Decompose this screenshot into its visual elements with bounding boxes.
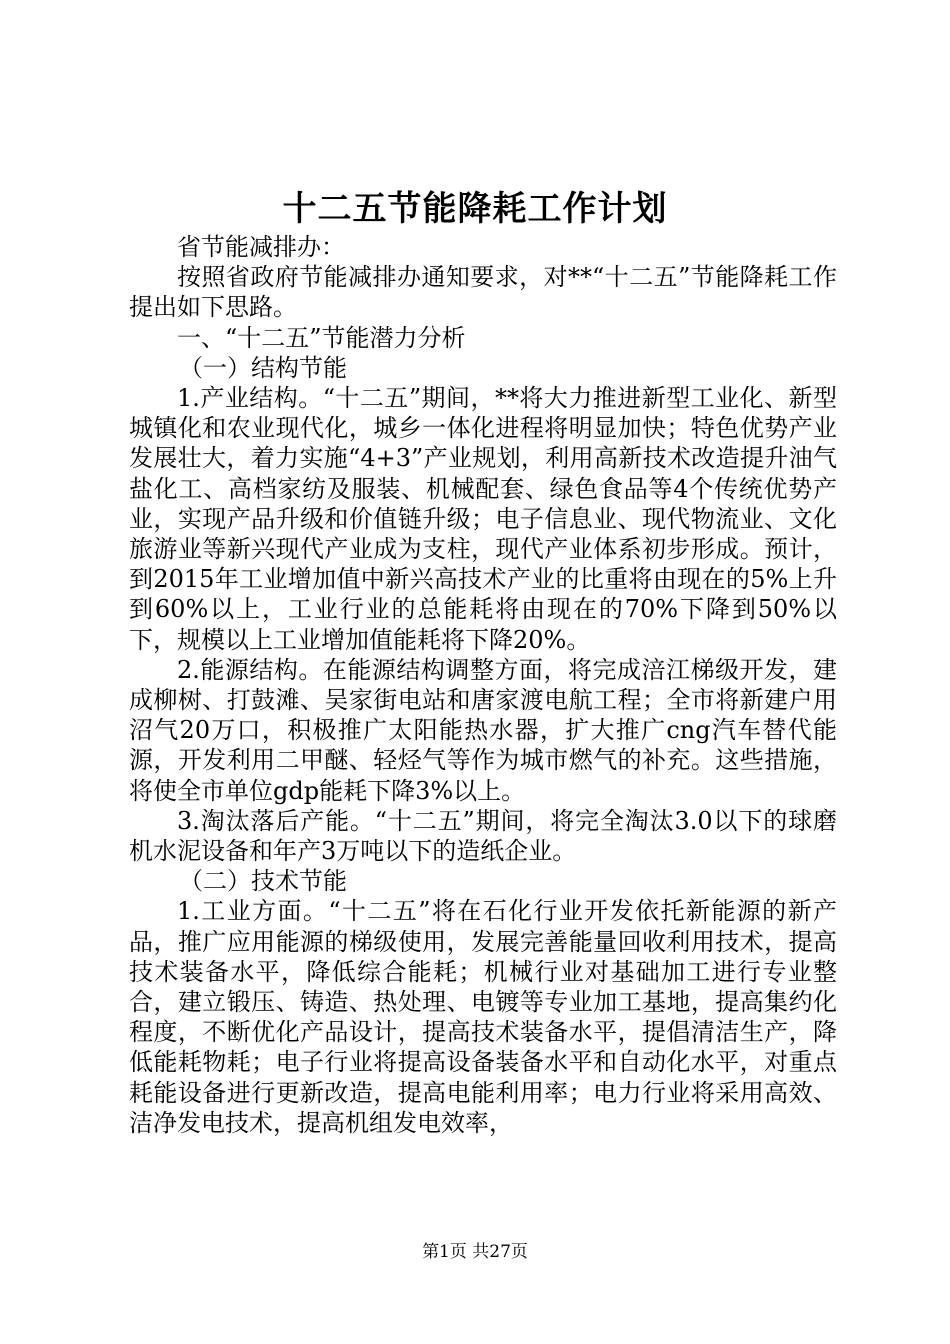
body-paragraph: 3.淘汰落后产能。“十二五”期间，将完全淘汰3.0以下的球磨机水泥设备和年产3万吨以下的造纸企业。 (129, 806, 837, 866)
salutation: 省节能减排办： (177, 233, 345, 261)
document-body (129, 232, 837, 1138)
subsection-heading: （一）结构节能 (179, 353, 347, 382)
section-heading: 一、“十二五”节能潜力分析 (177, 323, 466, 352)
document-title: 十二五节能降耗工作计划 (282, 189, 668, 229)
body-paragraph: 1.工业方面。“十二五”将在石化行业开发依托新能源的新产品，推广应用能源的梯级使用，发展完善能量回收利用技术，提高技术装备水平，降低综合能耗；机械行业对基础加工进行专业整合，建立锻压、铸造、热处理、电镀等专业加工基地，提高集约化程度，不断优化产品设计，提高技术装备水平，提倡清洁生产，降低能耗物耗；电子行业将提高设备装备水平和自动化水平，对重点耗能设备进行更新改造，提高电能利用率；电力行业将采用高效、洁净发电技术，提高机组发电效率， (129, 897, 837, 1137)
body-paragraph: 2.能源结构。在能源结构调整方面，将完成涪江梯级开发，建成柳树、打鼓滩、吴家街电站和唐家渡电航工程；全市将新建户用沼气20万口，积极推广太阳能热水器，扩大推广cng汽车替代能源，开发利用二甲醚、轻烃气等作为城市燃气的补充。这些措施，将使全市单位gdp能耗下降3%以上。 (129, 655, 837, 805)
intro-paragraph: 按照省政府节能减排办通知要求，对**“十二五”节能降耗工作提出如下思路。 (129, 263, 837, 322)
subsection-heading: （二）技术节能 (179, 867, 347, 896)
page-number-footer: 第1页 共27页 (422, 1242, 528, 1262)
body-paragraph: 1.产业结构。“十二五”期间，**将大力推进新型工业化、新型城镇化和农业现代化，城乡一体化进程将明显加快；特色优势产业发展壮大，着力实施“4+3”产业规划，利用高新技术改造提升油气盐化工、高档家纺及服装、机械配套、绿色食品等4个传统优势产业，实现产品升级和价值链升级；电子信息业、现代物流业、文化旅游业等新兴现代产业成为支柱，现代产业体系初步形成。预计，到2015年工业增加值中新兴高技术产业的比重将由现在的5%上升到60%以上，工业行业的总能耗将由现在的70%下降到50%以下，规模以上工业增加值能耗将下降20%。 (129, 384, 837, 654)
